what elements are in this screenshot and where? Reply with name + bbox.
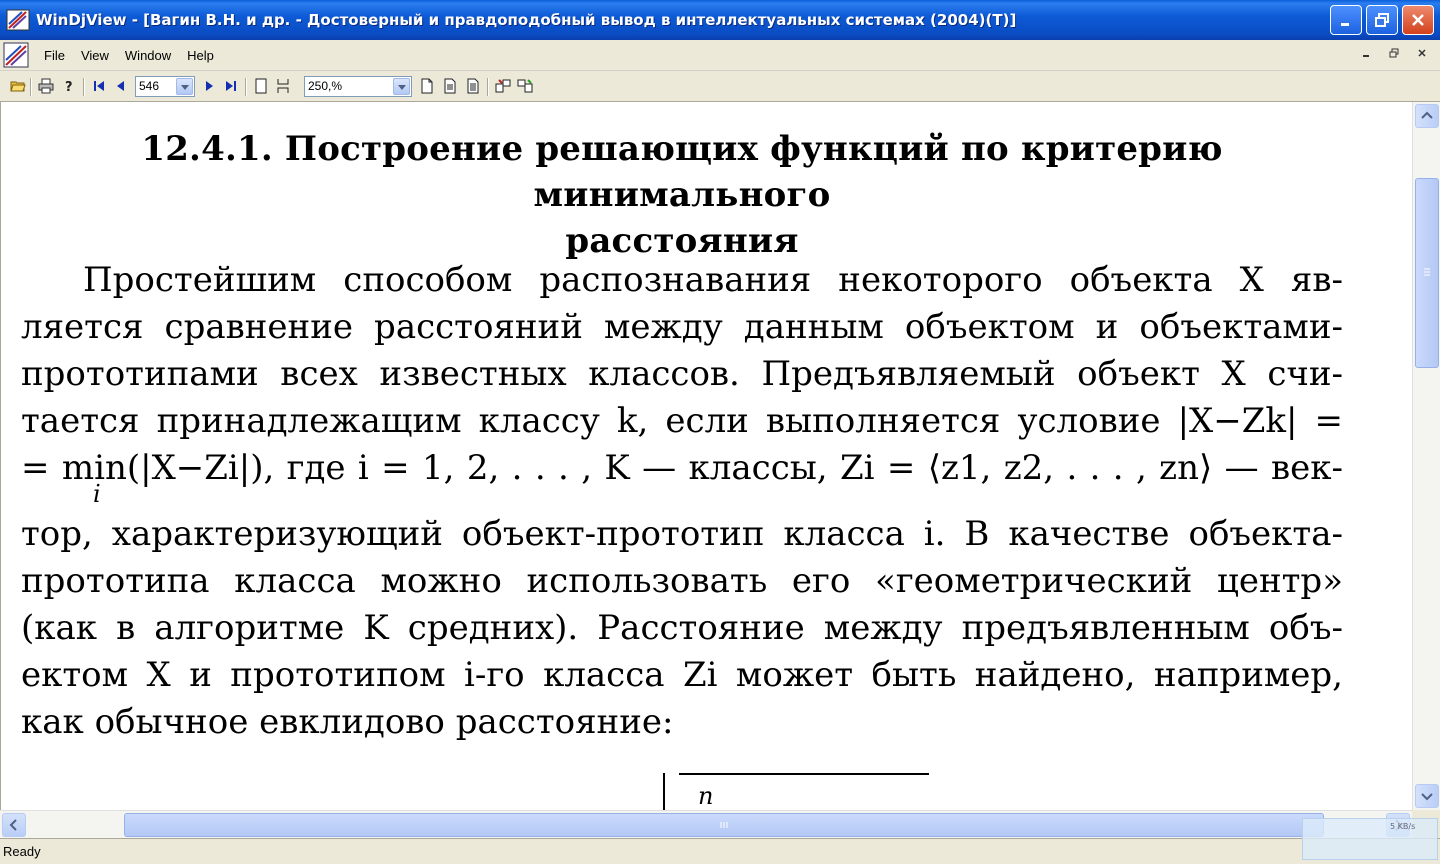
paragraph-line: прототипами всех известных классов. Предъявляемый объект X счи- bbox=[21, 354, 1343, 394]
open-button[interactable] bbox=[9, 77, 27, 95]
toolbar-separator bbox=[30, 78, 32, 96]
minimize-icon bbox=[1361, 48, 1371, 58]
network-monitor-widget bbox=[1302, 818, 1438, 860]
page-lines-icon bbox=[465, 78, 481, 94]
chevron-down-icon[interactable] bbox=[393, 78, 410, 95]
first-page-button[interactable] bbox=[90, 77, 108, 95]
chevron-down-icon bbox=[1416, 785, 1438, 807]
page-text-icon bbox=[442, 78, 458, 94]
rotate-left-button[interactable] bbox=[494, 77, 512, 95]
mdi-minimize-button[interactable] bbox=[1358, 48, 1374, 62]
menu-help[interactable]: Help bbox=[187, 47, 214, 63]
first-page-icon bbox=[91, 78, 107, 94]
help-button[interactable] bbox=[60, 77, 78, 95]
horizontal-scroll-thumb[interactable] bbox=[124, 813, 1324, 837]
rotate-right-button[interactable] bbox=[516, 77, 534, 95]
page-number-combo[interactable] bbox=[135, 76, 195, 97]
scroll-up-button[interactable] bbox=[1415, 104, 1439, 128]
restore-icon bbox=[1389, 48, 1399, 58]
last-page-icon bbox=[223, 78, 239, 94]
single-page-button[interactable] bbox=[252, 77, 270, 95]
document-page bbox=[1, 102, 1412, 810]
menu-file[interactable]: File bbox=[44, 47, 65, 63]
actual-size-button[interactable] bbox=[464, 77, 482, 95]
grip-icon bbox=[1416, 179, 1438, 367]
scroll-down-button[interactable] bbox=[1415, 784, 1439, 808]
menu-bar bbox=[0, 40, 1440, 71]
menu-view[interactable]: View bbox=[80, 47, 109, 63]
sqrt-sign bbox=[663, 773, 665, 810]
toolbar bbox=[0, 72, 1440, 102]
continuous-pages-icon bbox=[275, 78, 291, 94]
open-folder-icon bbox=[10, 78, 26, 94]
network-speed-label: 5 KB/s bbox=[1390, 822, 1416, 831]
toolbar-separator bbox=[83, 78, 85, 96]
minimize-icon bbox=[1339, 13, 1353, 27]
sqrt-overline bbox=[679, 773, 929, 775]
continuous-page-button[interactable] bbox=[274, 77, 292, 95]
paragraph-line: Простейшим способом распознавания некоторого объекта X яв- bbox=[83, 260, 1343, 300]
sum-upper-limit: n bbox=[698, 782, 714, 810]
paragraph-line: как обычное евклидово расстояние: bbox=[21, 702, 674, 742]
window-title: WinDjView - [Вагин В.Н. и др. - Достоверный и правдоподобный вывод в интеллектуальных системах (2004)(T)] bbox=[36, 11, 1017, 29]
rotate-left-icon bbox=[495, 78, 511, 94]
mdi-close-button[interactable] bbox=[1414, 48, 1430, 62]
zoom-value: 250,% bbox=[308, 79, 343, 93]
vertical-scrollbar[interactable] bbox=[1412, 102, 1440, 810]
toolbar-separator bbox=[245, 78, 247, 96]
toolbar-separator bbox=[487, 78, 489, 96]
help-icon bbox=[61, 78, 77, 94]
next-page-button[interactable] bbox=[200, 77, 218, 95]
print-button[interactable] bbox=[37, 77, 55, 95]
section-heading bbox=[21, 126, 1343, 264]
close-icon bbox=[1410, 12, 1426, 28]
page-number-value: 546 bbox=[139, 79, 160, 93]
status-text: Ready bbox=[3, 844, 41, 859]
menu-window[interactable]: Window bbox=[124, 47, 172, 63]
title-bar[interactable] bbox=[0, 0, 1440, 40]
document-viewport[interactable] bbox=[0, 102, 1412, 810]
svg-text:?: ? bbox=[65, 80, 73, 94]
single-page-icon bbox=[253, 78, 269, 94]
horizontal-scrollbar[interactable] bbox=[0, 810, 1412, 838]
close-icon bbox=[1417, 48, 1427, 58]
printer-icon bbox=[38, 78, 54, 94]
heading-line: расстояния bbox=[565, 221, 799, 261]
restore-button[interactable] bbox=[1366, 5, 1398, 35]
previous-page-button[interactable] bbox=[112, 77, 130, 95]
minimize-button[interactable] bbox=[1330, 5, 1362, 35]
rotate-right-icon bbox=[517, 78, 533, 94]
next-page-icon bbox=[201, 78, 217, 94]
chevron-up-icon bbox=[1416, 105, 1438, 127]
fit-width-button[interactable] bbox=[441, 77, 459, 95]
chevron-down-icon[interactable] bbox=[176, 78, 193, 95]
heading-line: 12.4.1. Построение решающих функций по критерию минимального bbox=[141, 129, 1223, 215]
document-icon[interactable] bbox=[2, 41, 30, 69]
restore-icon bbox=[1374, 12, 1390, 28]
page-icon bbox=[419, 78, 435, 94]
min-subscript: i bbox=[93, 480, 101, 508]
paragraph-line: (как в алгоритме K средних). Расстояние между предъявленным объ- bbox=[21, 608, 1343, 648]
paragraph-line: тор, характеризующий объект-прототип класса i. В качестве объекта- bbox=[21, 514, 1343, 554]
scroll-left-button[interactable] bbox=[2, 813, 26, 837]
grip-icon bbox=[125, 814, 1323, 836]
vertical-scroll-thumb[interactable] bbox=[1415, 178, 1439, 368]
previous-page-icon bbox=[113, 78, 129, 94]
mdi-restore-button[interactable] bbox=[1386, 48, 1402, 62]
windjview-app-icon bbox=[6, 8, 30, 32]
chevron-left-icon bbox=[3, 814, 25, 836]
zoom-combo[interactable] bbox=[304, 76, 412, 97]
paragraph-line: = min(|X−Zi|), где i = 1, 2, . . . , K — классы, Zi = ⟨z1, z2, . . . , zn⟩ — век- bbox=[21, 448, 1343, 488]
close-button[interactable] bbox=[1402, 5, 1434, 35]
fit-page-button[interactable] bbox=[418, 77, 436, 95]
paragraph-line: ектом X и прототипом i-го класса Zi может быть найдено, например, bbox=[21, 655, 1343, 695]
paragraph-line: тается принадлежащим классу k, если выполняется условие |X−Zk| = bbox=[21, 401, 1343, 441]
paragraph-line: прототипа класса можно использовать его «геометрический центр» bbox=[21, 561, 1343, 601]
status-bar bbox=[0, 838, 1440, 864]
last-page-button[interactable] bbox=[222, 77, 240, 95]
paragraph-line: ляется сравнение расстояний между данным объектом и объектами- bbox=[21, 307, 1343, 347]
